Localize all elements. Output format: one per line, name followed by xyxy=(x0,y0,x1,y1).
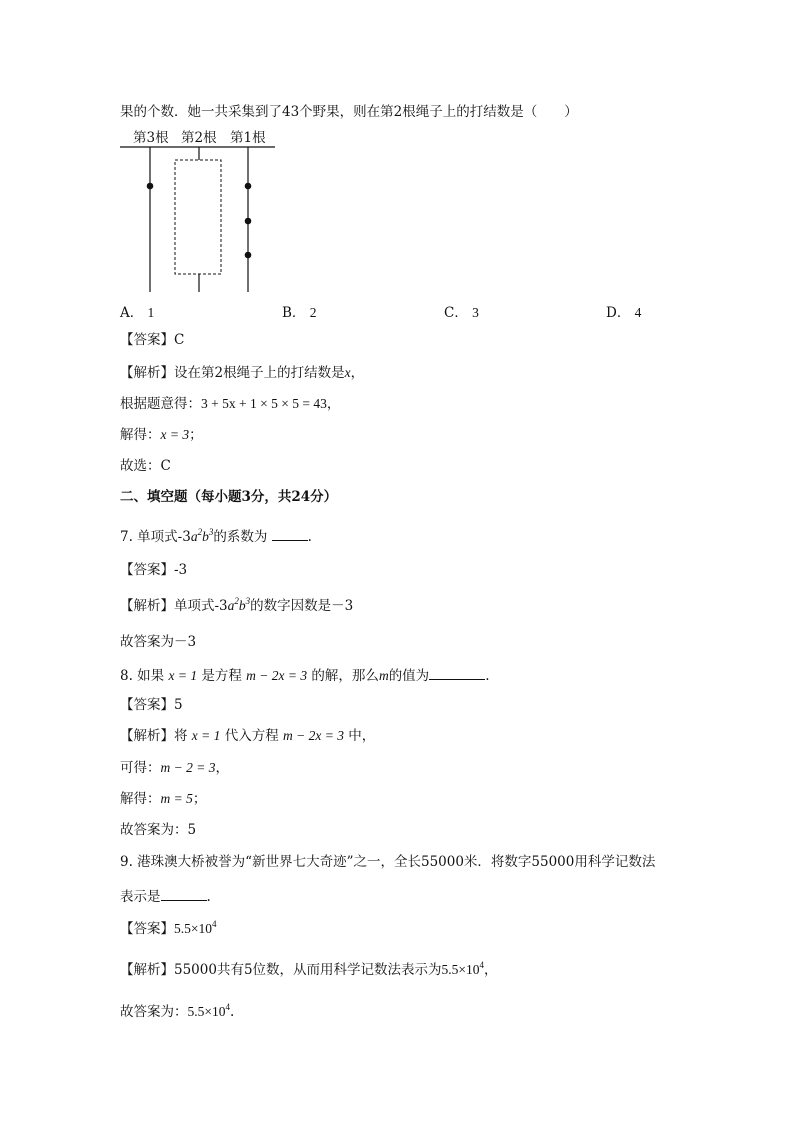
rope-diagram xyxy=(118,144,278,294)
q9-answer: 【答案】$5.5\times 10^4$ xyxy=(120,919,217,937)
q6-answer: 【答案】C xyxy=(120,332,185,348)
rope-label-3: 第3根 xyxy=(133,130,169,146)
q9-stem-line-1: 9. 港珠澳大桥被誉为“新世界七大奇迹”之一，全长55000米．将数字55000用科学记数法 xyxy=(120,854,656,870)
q6-analysis-2: 根据题意得：3 + 5x + 1 × 5 × 5 = 43， xyxy=(120,396,341,412)
q6-conclusion: 故选：C xyxy=(120,458,171,474)
rope-3-knot xyxy=(147,183,154,190)
q9-stem-line-2: 表示是 . xyxy=(120,886,211,906)
q8-conclusion: 故答案为：5 xyxy=(120,822,197,838)
option-d: D． 4 xyxy=(606,305,642,321)
q8-analysis: 【解析】将 x = 1 代入方程 m − 2x = 3 中， xyxy=(120,728,376,744)
q8-step-2: 解得：m = 5； xyxy=(120,791,207,807)
q9-analysis: 【解析】55000共有5位数，从而用科学记数法表示为$5.5\times 10^4$， xyxy=(120,960,498,978)
q8-blank xyxy=(429,665,485,680)
q7-blank xyxy=(272,526,308,541)
q7-answer: 【答案】-3 xyxy=(120,562,188,578)
q6-stem: 果的个数．她一共采集到了43个野果，则在第2根绳子上的打结数是（ ） xyxy=(120,104,578,120)
q9-conclusion: 故答案为：$5.5\times 10^4$. xyxy=(120,1002,235,1020)
q9-blank xyxy=(161,886,207,901)
q8-stem: 8. 如果 x = 1 是方程 m − 2x = 3 的解，那么m的值为 . xyxy=(120,665,489,685)
rope-1-knot-3 xyxy=(245,252,252,259)
rope-label-1: 第1根 xyxy=(230,130,266,146)
rope-2-hidden-box xyxy=(175,160,221,274)
q6-analysis-3: 解得：x = 3； xyxy=(120,427,203,443)
q7-conclusion: 故答案为－3 xyxy=(120,634,197,650)
q7-analysis: 【解析】单项式$-3a^2b^3$的数字因数是－3 xyxy=(120,596,354,614)
option-c: C． 3 xyxy=(444,305,479,321)
rope-1-knot-1 xyxy=(245,183,252,190)
option-b: B． 2 xyxy=(282,305,317,321)
rope-1-knot-2 xyxy=(245,218,252,225)
q6-analysis-1: 【解析】设在第2根绳子上的打结数是x， xyxy=(120,365,365,381)
q7-stem: 7. 单项式$-3a^2b^3$的系数为 . xyxy=(120,527,312,545)
q8-answer: 【答案】5 xyxy=(120,697,183,713)
q8-step-1: 可得：m − 2 = 3， xyxy=(120,760,229,776)
section-title: 二、填空题（每小题3分，共24分） xyxy=(120,489,338,505)
option-a: A． 1 xyxy=(120,305,155,321)
rope-label-2: 第2根 xyxy=(181,130,217,146)
